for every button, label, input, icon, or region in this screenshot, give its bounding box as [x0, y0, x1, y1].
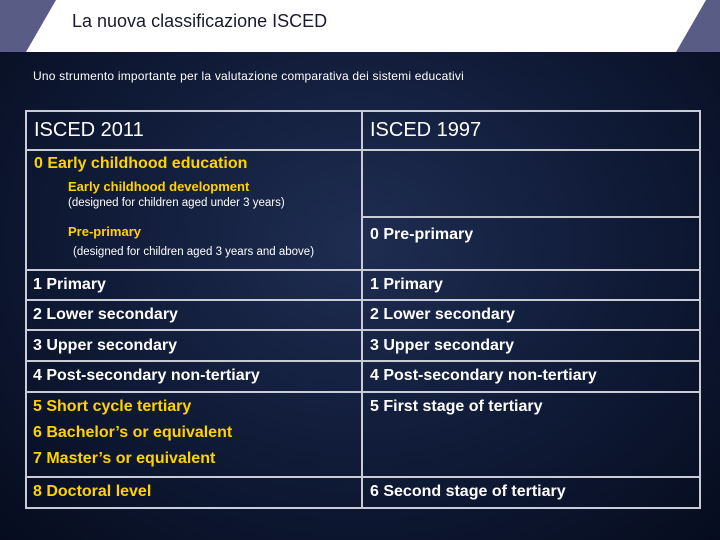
doctoral-label-2011: 8 Doctoral level	[33, 483, 152, 500]
column-header-1997: ISCED 1997	[370, 119, 482, 141]
row4-label-1997: 4 Post-secondary non-tertiary	[370, 367, 597, 384]
row3-label-1997: 3 Upper secondary	[370, 337, 515, 354]
level0-label-2011: 0 Early childhood education	[34, 155, 248, 172]
row2-label-2011: 2 Lower secondary	[33, 306, 178, 323]
preprimary-label: Pre-primary	[68, 224, 141, 239]
doctoral-label-1997: 6 Second stage of tertiary	[370, 483, 566, 500]
page-title: La nuova classificazione ISCED	[72, 11, 328, 31]
preprimary-note: (designed for children aged 3 years and above)	[73, 246, 315, 258]
row1-label-2011: 1 Primary	[33, 276, 106, 293]
level0-label-1997: 0 Pre-primary	[370, 226, 474, 243]
tertiary-label-5: 5 Short cycle tertiary	[33, 398, 192, 415]
ecd-label: Early childhood development	[68, 179, 250, 194]
column-header-2011: ISCED 2011	[34, 119, 144, 141]
ecd-note: (designed for children aged under 3 years)	[68, 197, 285, 209]
level0-top-cell-1997	[361, 149, 701, 218]
row2-label-1997: 2 Lower secondary	[370, 306, 515, 323]
page-subtitle: Uno strumento importante per la valutazione comparativa dei sistemi educativi	[33, 69, 464, 83]
tertiary-label-7: 7 Master’s or equivalent	[33, 450, 216, 467]
tertiary-label-6: 6 Bachelor’s or equivalent	[33, 424, 233, 441]
row3-label-2011: 3 Upper secondary	[33, 337, 178, 354]
row4-label-2011: 4 Post-secondary non-tertiary	[33, 367, 260, 384]
row1-label-1997: 1 Primary	[370, 276, 443, 293]
tertiary-label-1997: 5 First stage of tertiary	[370, 398, 543, 415]
